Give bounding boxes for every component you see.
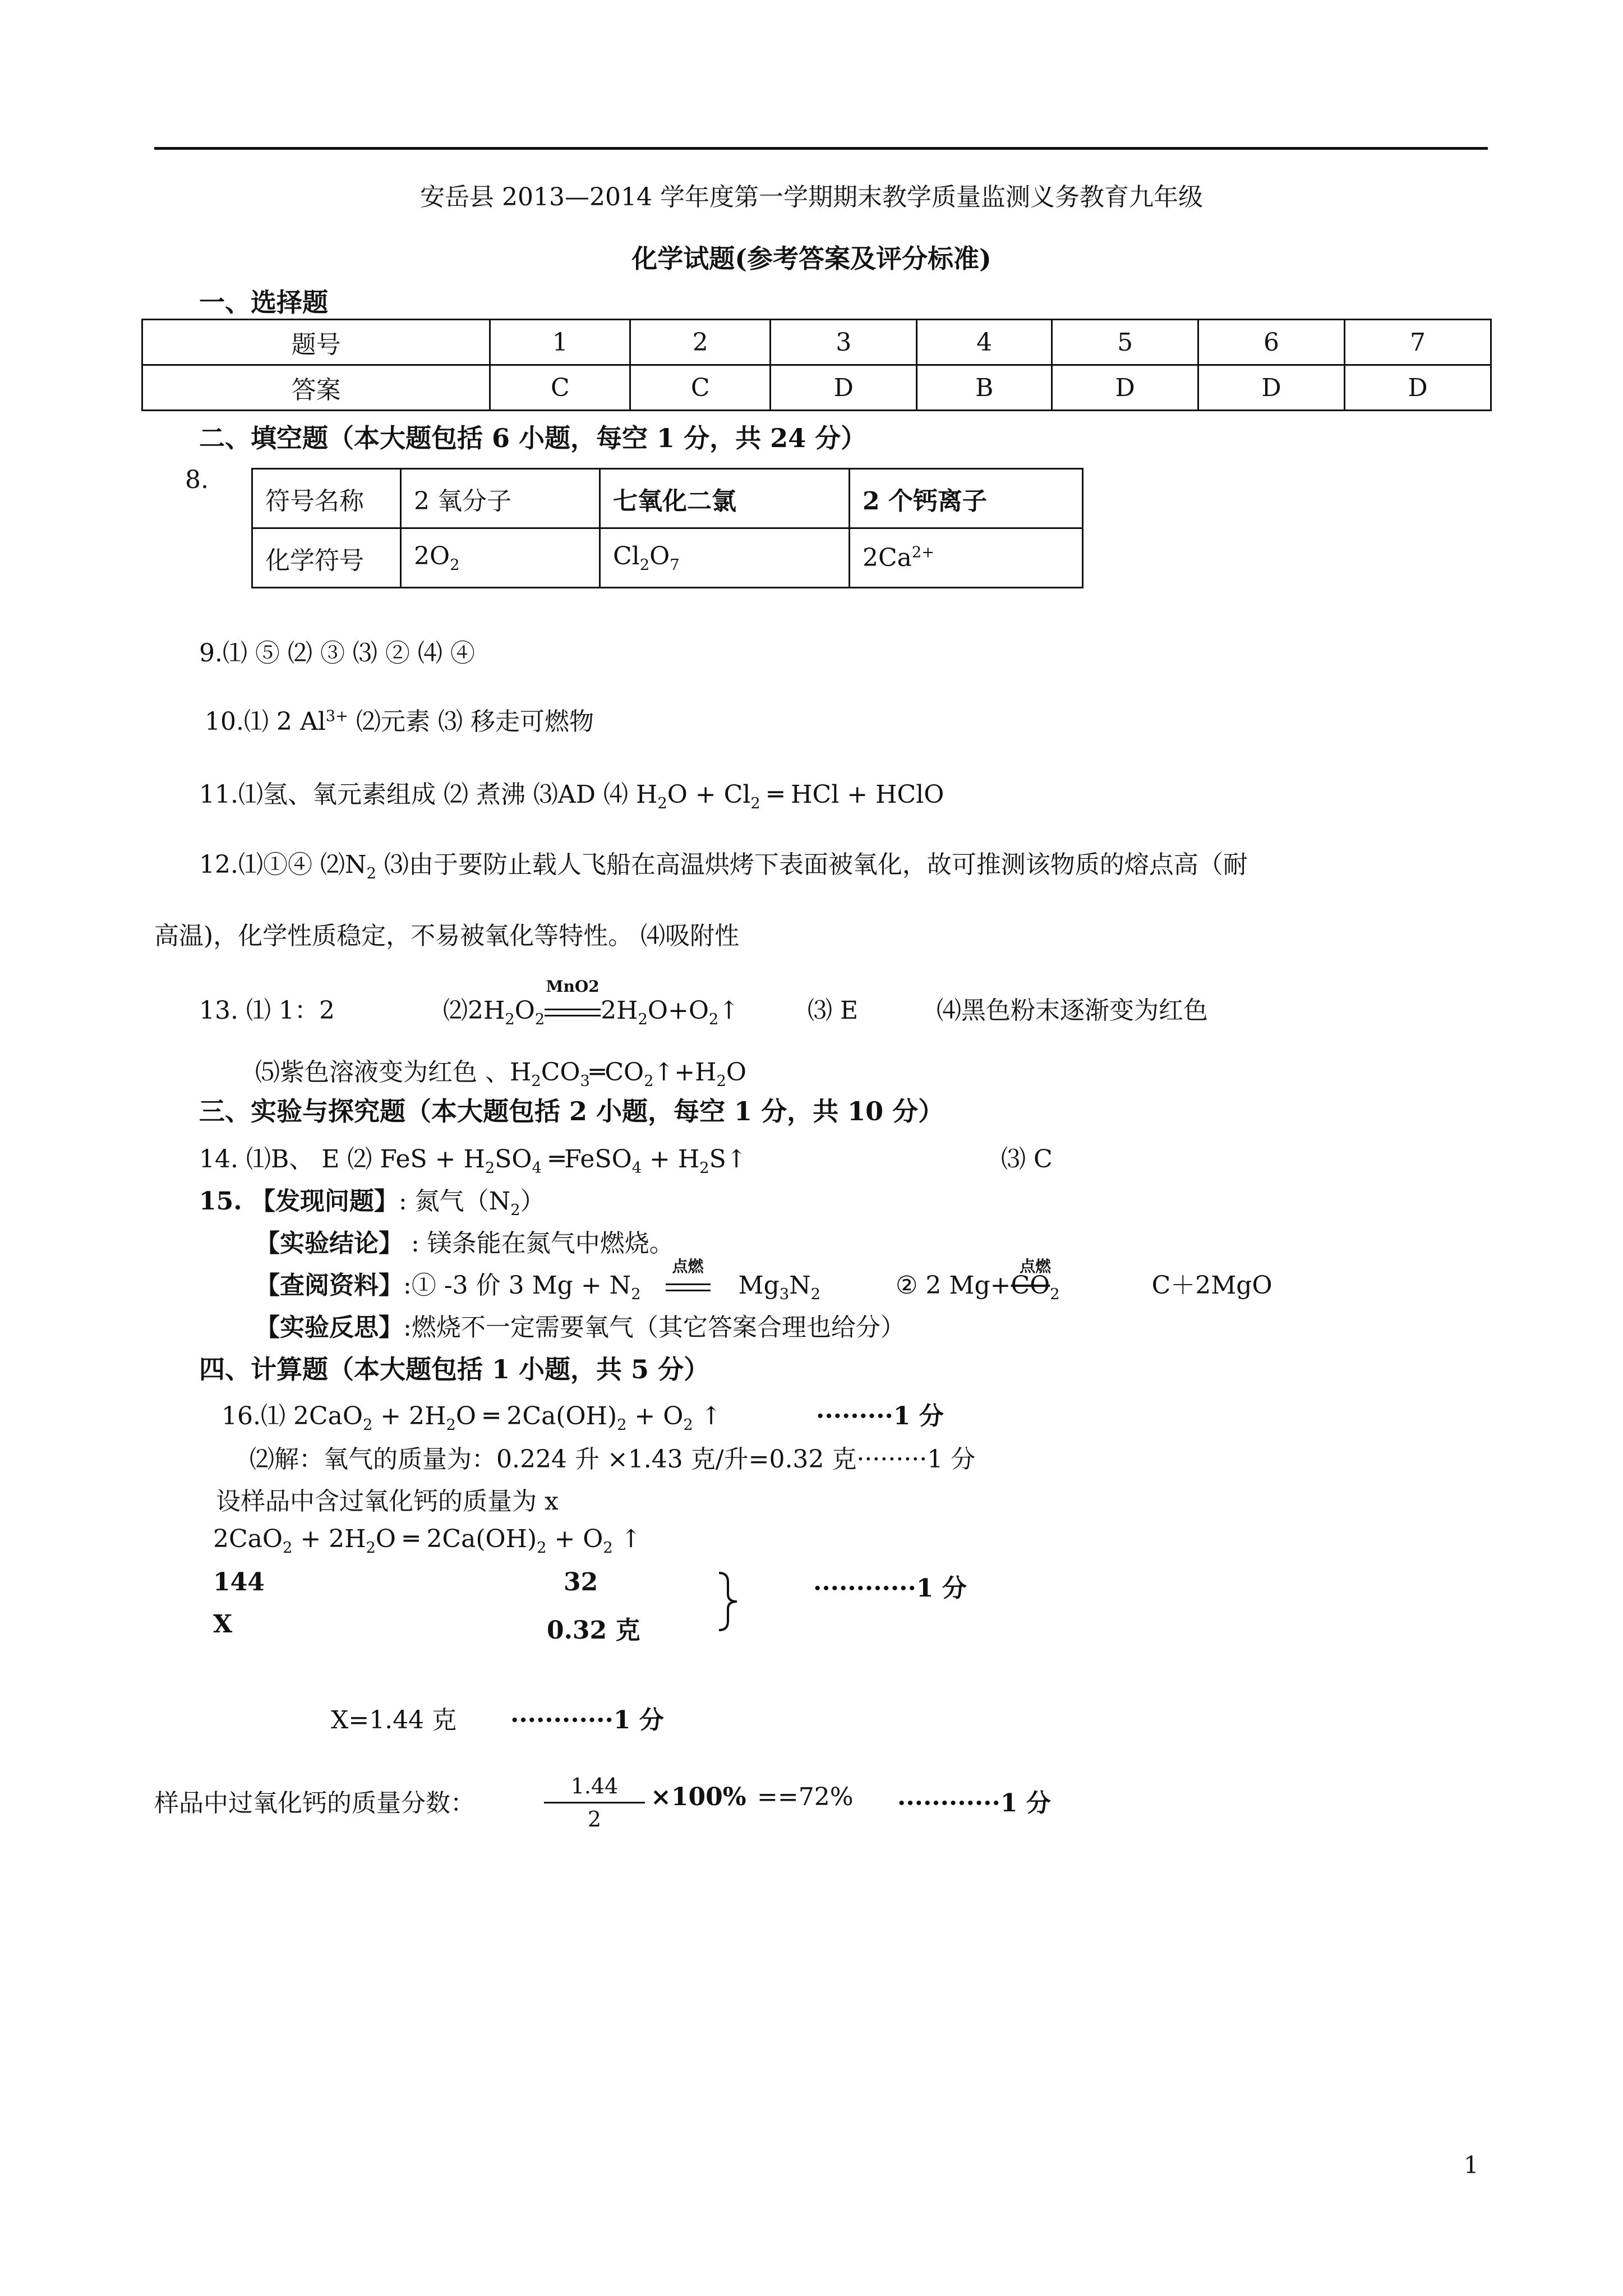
subscript: 4 <box>631 1159 642 1177</box>
subscript: 2 <box>366 864 376 882</box>
formula: O <box>649 542 670 571</box>
subscript: 2 <box>639 556 650 574</box>
reaction-sign <box>545 977 601 1025</box>
fraction-bar <box>544 1802 645 1803</box>
table-cell: 3 <box>771 320 917 365</box>
subscript: 2 <box>537 1539 547 1557</box>
table-cell: 题号 <box>142 320 490 365</box>
superscript: 3+ <box>325 707 348 725</box>
table-cell: 1 <box>490 320 630 365</box>
text: ⑵2H <box>443 996 505 1025</box>
text: 2CaO <box>213 1525 283 1553</box>
answer-x-value: X=1.44 克 <box>331 1706 457 1734</box>
table-cell: D <box>1052 365 1198 411</box>
text: :① -3 价 3 Mg + N <box>403 1271 631 1300</box>
text: ═ HCl + HClO <box>760 780 944 809</box>
answer-q13-line2 <box>255 1052 746 1090</box>
table-cell: D <box>1344 365 1491 411</box>
subscript: 2 <box>534 1010 545 1028</box>
text: 11.⑴氢、氧元素组成 ⑵ 煮沸 ⑶AD ⑷ H <box>199 780 658 809</box>
fraction-denominator: 2 <box>587 1807 602 1832</box>
table-cell: 符号名称 <box>252 469 401 528</box>
text: + O <box>626 1402 684 1430</box>
table-cell <box>850 528 1083 588</box>
reaction-sign <box>1011 1257 1060 1303</box>
text: 2H <box>601 996 638 1025</box>
table-cell: 4 <box>917 320 1052 365</box>
table-cell <box>600 528 850 588</box>
subscript: 2 <box>617 1416 627 1434</box>
subscript: 2 <box>638 1010 648 1028</box>
text: CO <box>1011 1271 1050 1300</box>
text: ↑ <box>612 1525 642 1553</box>
table-cell: C <box>630 365 771 411</box>
text: O+O <box>647 996 709 1025</box>
formula: Cl <box>613 542 640 571</box>
subscript: 2 <box>750 794 760 812</box>
answer-q13-part4: ⑷黑色粉末逐渐变为红色 <box>937 996 1208 1025</box>
text: C＋2MgO <box>1151 1271 1272 1300</box>
ratio-left-bottom: X <box>213 1610 233 1639</box>
table-cell <box>401 528 600 588</box>
section-heading-choice: 一、选择题 <box>199 287 328 318</box>
subscript: 2 <box>282 1539 293 1557</box>
text: + O <box>546 1525 603 1553</box>
table-cell: 2 <box>630 320 771 365</box>
formula: 2Ca <box>863 544 912 572</box>
score-mark: ············1 分 <box>510 1706 664 1734</box>
score-mark: ·········1 分 <box>816 1402 944 1430</box>
subscript: 2 <box>716 1072 726 1090</box>
table-cell: B <box>917 365 1052 411</box>
table-cell: 7 <box>1344 320 1491 365</box>
text: O ═ 2Ca(OH) <box>375 1525 537 1553</box>
text: ② 2 Mg+ <box>895 1271 1011 1300</box>
fraction <box>544 1774 645 1832</box>
subscript: 3 <box>580 1072 590 1090</box>
subscript: 2 <box>362 1416 373 1434</box>
text: O <box>514 996 535 1025</box>
text: Mg <box>738 1271 780 1300</box>
formula: 2O <box>414 542 450 571</box>
ratio-left-top: 144 <box>213 1568 265 1596</box>
subscript: 2 <box>603 1539 613 1557</box>
table-cell: 5 <box>1052 320 1198 365</box>
right-brace-icon <box>717 1571 739 1632</box>
text: 14. ⑴B、 E ⑵ FeS + H <box>199 1145 485 1174</box>
text: ⑵元素 ⑶ 移走可燃物 <box>348 707 594 736</box>
section-heading-experiment: 三、实验与探究题（本大题包括 2 小题，每空 1 分，共 10 分） <box>199 1096 944 1126</box>
percent-factor: ×100% <box>651 1783 746 1811</box>
label: 【查阅资料】 <box>255 1271 403 1300</box>
table-row <box>142 320 1491 365</box>
symbol-table <box>251 468 1083 588</box>
reaction-condition: 点燃 <box>1020 1257 1052 1276</box>
subscript: 2 <box>450 556 460 574</box>
table-row <box>252 528 1083 588</box>
table-row <box>252 469 1083 528</box>
text: + H <box>642 1145 700 1174</box>
subscript: 2 <box>1050 1285 1060 1303</box>
label: 15. 【发现问题】 <box>199 1187 399 1216</box>
section-heading-calculation: 四、计算题（本大题包括 1 小题，共 5 分） <box>199 1354 710 1384</box>
table-cell: 化学符号 <box>252 528 401 588</box>
ratio-right-bottom: 0.32 克 <box>547 1616 640 1645</box>
subscript: 2 <box>810 1285 820 1303</box>
text: ↑ <box>693 1402 722 1430</box>
table-cell: 2 个钙离子 <box>850 469 1083 528</box>
answer-q15-line2 <box>255 1223 674 1259</box>
score-mark: ············1 分 <box>897 1789 1051 1818</box>
text: ═CO <box>589 1058 644 1087</box>
answer-q12-line1 <box>199 844 1248 882</box>
text: N <box>789 1271 811 1300</box>
text: ⑸紫色溶液变为红色 、H <box>255 1058 532 1087</box>
subscript: 2 <box>644 1072 654 1090</box>
subscript: 7 <box>670 556 680 574</box>
mass-fraction-label: 样品中过氧化钙的质量分数： <box>154 1789 475 1818</box>
subscript: 3 <box>779 1285 790 1303</box>
answer-q16-line2: ⑵解：氧气的质量为：0.224 升 ×1.43 克/升=0.32 克·········1 分 <box>250 1445 976 1474</box>
up-arrow-icon: ↑ <box>718 996 740 1025</box>
text: ↑+H <box>653 1058 717 1087</box>
answer-q15-line4 <box>255 1307 905 1343</box>
answer-q9: 9.⑴ ⑤ ⑵ ③ ⑶ ② ⑷ ④ <box>199 639 475 668</box>
reaction-condition: MnO2 <box>546 977 600 996</box>
text: + 2H <box>372 1402 446 1430</box>
subscript: 2 <box>510 1201 520 1219</box>
subscript: 2 <box>446 1416 456 1434</box>
answer-q10 <box>205 701 594 737</box>
text: 12.⑴①④ ⑵N <box>199 850 367 879</box>
fraction-numerator: 1.44 <box>570 1774 619 1798</box>
subscript: 2 <box>657 794 667 812</box>
table-cell: 6 <box>1198 320 1345 365</box>
choice-answer-table <box>141 319 1492 411</box>
score-mark: ············1 分 <box>813 1574 967 1603</box>
document-subtitle: 化学试题(参考答案及评分标准) <box>631 243 992 274</box>
answer-q12-line2: 高温)，化学性质稳定，不易被氧化等特性。 ⑷吸附性 <box>154 922 740 950</box>
double-line-icon <box>666 1283 711 1291</box>
document-title: 安岳县 2013—2014 学年度第一学期期末教学质量监测义务教育九年级 <box>420 183 1203 211</box>
table-cell: 2 氧分子 <box>401 469 600 528</box>
answer-q13-part3: ⑶ E <box>808 996 859 1025</box>
answer-q14-part3: ⑶ C <box>1001 1145 1053 1174</box>
top-rule <box>154 147 1488 150</box>
text: : 镁条能在氮气中燃烧。 <box>403 1229 674 1258</box>
reaction-sign <box>666 1257 711 1300</box>
text: S↑ <box>709 1145 747 1174</box>
text: 16.⑴ 2CaO <box>222 1402 363 1430</box>
text: O + Cl <box>667 780 751 809</box>
answer-q13-part1: 13. ⑴ 1：2 <box>199 996 335 1025</box>
superscript: 2+ <box>911 544 935 562</box>
equation-h2o2 <box>443 977 740 1028</box>
subscript: 2 <box>505 1010 515 1028</box>
table-row <box>142 365 1491 411</box>
text: O <box>726 1058 746 1087</box>
answer-q16-line1 <box>222 1396 722 1434</box>
table-cell: D <box>1198 365 1345 411</box>
subscript: 2 <box>631 1285 641 1303</box>
reaction-condition: 点燃 <box>672 1257 704 1276</box>
table-cell: 答案 <box>142 365 490 411</box>
text: ═FeSO <box>541 1145 632 1174</box>
label: 【实验反思】 <box>255 1313 403 1342</box>
answer-q11 <box>199 774 944 812</box>
mass-fraction-result: ==72% <box>757 1783 854 1811</box>
subscript: 2 <box>485 1159 495 1177</box>
subscript: 2 <box>708 1010 719 1028</box>
double-line-icon <box>545 1009 601 1016</box>
answer-q16-line4 <box>213 1525 642 1557</box>
subscript: 2 <box>699 1159 709 1177</box>
ratio-right-top: 32 <box>564 1568 598 1596</box>
subscript: 2 <box>531 1072 541 1090</box>
subscript: 4 <box>532 1159 542 1177</box>
table-cell: D <box>771 365 917 411</box>
subscript: 2 <box>683 1416 693 1434</box>
text: 10.⑴ 2 Al <box>205 707 326 736</box>
question-number: 8. <box>185 466 209 494</box>
subscript: 2 <box>366 1539 376 1557</box>
text: + 2H <box>292 1525 366 1553</box>
text: O ═ 2Ca(OH) <box>455 1402 617 1430</box>
label: 【实验结论】 <box>255 1229 403 1258</box>
table-cell: 七氧化二氯 <box>600 469 850 528</box>
text: : 氮气（N <box>398 1187 511 1216</box>
answer-q14 <box>199 1139 747 1177</box>
text: ） <box>520 1187 545 1216</box>
text: :燃烧不一定需要氧气（其它答案合理也给分） <box>403 1313 905 1342</box>
text: CO <box>541 1058 580 1087</box>
page-number: 1 <box>1464 2151 1479 2179</box>
answer-q16-line3: 设样品中含过氧化钙的质量为 x <box>216 1487 559 1516</box>
answer-q15-line1 <box>199 1181 545 1219</box>
section-heading-fill: 二、填空题（本大题包括 6 小题，每空 1 分，共 24 分） <box>199 423 867 453</box>
answer-q15-line3 <box>255 1257 1272 1303</box>
table-cell: C <box>490 365 630 411</box>
text: ⑶由于要防止载人飞船在高温烘烤下表面被氧化，故可推测该物质的熔点高（耐 <box>376 850 1248 879</box>
text: SO <box>495 1145 532 1174</box>
